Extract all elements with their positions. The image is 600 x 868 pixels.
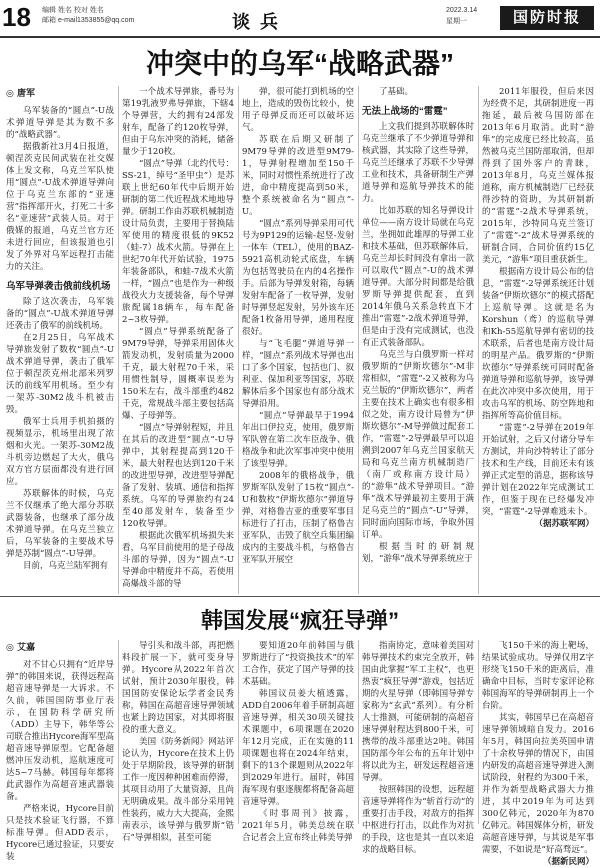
article-column-4: [362, 86, 474, 594]
paragraph: 乌克兰与白俄罗斯一样对俄罗斯的“伊斯坎德尔”-M非常相似，“雷霆”-2又被称为乌克兰版的“伊斯坎德尔”，两者主要在技术上确实也有很多相似之处，南方设计局曾为“伊斯坎德尔”-M导弹做过配套工作，“雷霆”-2导弹最早可以追溯到2007年乌克兰国家航天局和乌克兰南方机械制造厂（南厂或称南方设计局）的“游隼”战术导弹项目。“游隼”战术导弹最初主要用于满足乌克兰的“圆点”-U“导弹，同时面向国际市场，争取外国订单。: [362, 350, 474, 540]
paragraph: “雷霆”-2导弹在2019年开始试射，之后又付诸分导车方测试，并向沙特转让了部分技术和生产线，目前还未有该弹正式定型的消息，据称该导弹计划在2022年完成测试工作，但鉴于现在已经爆发冲突，“雷霆”-2导弹难逃未卜。: [482, 423, 594, 517]
paragraph: 根据当时的研制规划，“游隼”战术导弹系统应于: [362, 542, 474, 564]
column-divider: [118, 640, 119, 824]
editor-info: 编辑 姓名 校对 姓名 邮箱 e-mail1353855@qq.com: [42, 7, 135, 24]
paragraph: 对不甘心只拥有“近岸导弹”的韩国来说，获得远程高超音速导弹是一大诉求。不久前，韩国国防事业厅表示，在国防科学研究所（ADD）主导下，韩华等公司联合推出Hycore海军型高超音速导弹原型。它配备超燃冲压发动机，巡航速度可达5~7马赫。韩国每年都将此武器作为高超音速武器装备。: [6, 660, 114, 802]
column-divider: [238, 640, 239, 824]
paragraph: 指南协定，意味着美国对韩导弹技术约束完全放开，韩国由此掌握“军工主权”，也更热衷“疯狂导弹”游戏，包括近期的火星导弹（即韩国导弹专家称为“玄武”系列）。有分析人士推测，可能研制的高超音速导弹射程达到800千米，可携带的战斗部重达2吨。韩国国防部今年公布的五年计划中将以此为主，研发远程超音速导弹。: [362, 641, 474, 783]
paragraph: 飞150千米的海上靶场，结果试验成功。导弹仅用Z字形绕飞150千米的距离后，准确命中目标，当时专家评论称韩国海军的导弹研制再上一个台阶。: [482, 641, 594, 711]
paragraph: 严格来说，Hycore目前只是技术验证飞行器，不算标准导弹。但ADD表示，Hycore已通过验证，只要安装: [6, 804, 114, 862]
paragraph: 根据南方设计局公布的信息，“雷霆”-2导弹系统还计划装备“伊斯坎德尔”的模式搭配上巡航导弹。这就是名为Korshun（鸢）的巡航导弹和Kh-55巡航导弹有密切的技术联系，后者也是南方设计局的明星产品。俄罗斯的“伊斯坎德尔”导弹系统可同时配备弹道导弹和巡航导弹，该导弹在此次冲突中多次使用，用于攻击乌军的机场、防空阵地和指挥所等高价值目标。: [482, 267, 594, 421]
paragraph: “圆点”导弹系统配备了9M79导弹，导弹采用固体火箭发动机，发射质量为2000千克，最大射程70千米，采用惯性制导，圆概率误差为150米左右，战斗部重约482千克，常规战斗部主要包括高爆、子母弹等。: [122, 327, 234, 421]
column-divider: [478, 86, 479, 594]
paragraph: 其实，韩国早已在高超音速导弹领域暗自发力。2016年5月，韩国向拉美英国申请了十余枚导弹的情况下，由国内研发的高超音速导弹进入测试阶段，射程约为300千米，并作为新型战略武器大力推进，其中2019年为可达到300亿韩元，2020年为870亿韩元。韩国媒体分析，研发高超音速导弹，与其说是军事需要，不如说是“好高骛远”。: [482, 713, 594, 855]
article-column-3: [242, 86, 354, 594]
column-divider: [238, 86, 239, 594]
article2-column-1: [6, 640, 114, 862]
article2-column-2: [122, 640, 234, 843]
article-column-2: [122, 86, 234, 594]
paragraph: 在2月25日，乌军战术导弹旅发射了数枚“圆点”-U战术弹道导弹，袭击了俄军位于顿涅茨克州北部米列罗沃的前线军用机场。至少有一架苏-30M2战斗机被击毁。: [6, 333, 114, 415]
column-divider: [358, 640, 359, 824]
column-divider: [118, 86, 119, 594]
paragraph: 一个战术导弹旅，番号为第19乳液罗弗导弹旅，下辖4个导弹营，大约拥有24部发射车，配备了约120枚导弹，但由于乌东冲突的消耗，储备量少于120枚。: [122, 87, 234, 157]
article-source: （据苏联军网）: [534, 519, 594, 529]
paragraph: 据俄新社3月4日报道，顿涅茨克民间武装在社交媒体上发文称，乌克兰军队使用“圆点”-U战术弹道导弹向位于乌克兰东部的“亚速营”指挥部开火，打死二十多名“亚速营”武装人员。对于俄媒的报道，乌克兰官方还未进行回应，但该报道也引发了外界对乌军远程打击能力的关注。: [6, 142, 114, 272]
paragraph: 除了这次袭击，乌军装备的“圆点”-U战术弹道导弹还袭击了俄军的前线机场。: [6, 297, 114, 331]
paragraph: “圆点”系列导弹采用可代号为9P129的运输-起竖-发射一体车（TEL），使用的BAZ-5921高机动轮式底盘，车辆为包括驾驶员在内的4名操作手。后部为导弹发射箱，每辆发射车配备了一枚导弹，发射时导弹竖起发射，另外该车还配备1枚备用导弹，通用程度很好。: [242, 219, 354, 337]
issue-date: 2022.3.14 星期一: [446, 7, 478, 25]
article-column-1: [6, 86, 114, 594]
paragraph: 目前，乌克兰陆军拥有: [23, 561, 109, 571]
article2-column-5: [482, 640, 594, 867]
page-number: 18: [2, 2, 31, 32]
paragraph: 《时事周刊》披露，2021年5月，韩美总统在联合记者会上宣布终止韩美导弹: [242, 809, 354, 843]
paragraph: 根据此次俄军机场损失来看，乌军目前使用的是子母战斗部的导弹，因为“圆点”-U导弹命中精度并不高，若使用高爆战斗部的导: [122, 531, 234, 589]
paragraph: 苏联在后期又研制了9M79导弹的改进型9M79-1，导弹射程增加至150千米，同时对惯性系统进行了改进，命中精度提高到50米，整个系统被命名为“圆点”-U。: [242, 135, 354, 217]
column-divider: [358, 86, 359, 594]
paragraph: 要知道20年前韩国与俄罗斯进行了“投资换技术”的军工合作，获定了国产导弹的技术基础。: [242, 641, 354, 687]
paragraph: 按照韩国的设想，远程超音速导弹将作为“斩首行动”的重要打击手段，对敌方的指挥中枢进行打击，以此作为对抗的手段，这也是其一直以来追求的战略目标。: [362, 785, 474, 855]
paragraph: 俄军士兵用手机拍摄的视频显示，机场里出现了浓烟和火光。一架苏-30M2战斗机旁边燃起了大火，俄乌双方官方层面都没有进行回应。: [6, 417, 114, 487]
article2-column-4: [362, 640, 474, 855]
article-source: （据新民网）: [542, 857, 594, 867]
paragraph: 弹，很可能打到机场的空地上，造成的毁伤比较小，使用子母弹反而还可以破坏运气。: [242, 87, 354, 133]
paragraph: 苏联解体的时候，乌克兰不仅继承了绝大部分苏联武器装备，也继承了部分战术弹道导弹。在乌克兰独立后，乌军装备的主要战术导弹是苏制“圆点”-U导弹。: [6, 489, 114, 559]
paragraph: “圆点”导弹（北约代号：SS-21，绰号“圣甲虫”）是苏联上世纪60年代中后期开始研制的第二代近程战术地地导弹。研制工作由苏联机械制造设计局负责，主要用于替换陆军使用的精度很低的9K52（蛙-7）战术火箭。导弹在上世纪70年代开始试验，1975年装备部队，和蛙-7战术火箭一样，“圆点”也是作为一种级战役火力支援装备，每个导弹旅配属18辆车，每车配备2~3枚导弹。: [122, 159, 234, 325]
article-column-5: [482, 86, 594, 594]
article-title: 冲突中的乌军“战略武器”: [145, 48, 454, 79]
paragraph: 2008年的俄格战争，俄罗斯军队发射了15枚“圆点”-U和数枚“伊斯坎德尔”弹道导弹，对格鲁吉亚的重要军事目标进行了打击，压制了格鲁吉亚军队，击毁了航空兵集团编成内的主要战斗机，与格鲁吉亚军队开展空: [242, 471, 354, 565]
paragraph: 美国《防务新闻》网站评论认为，Hycore在技术上仍处于早期阶段，该导弹的研制工作一度因种种困难而停滞，其项目动用了大量资源，且尚无明确成果。战斗部分采用钝性装药，威力大大提高，金熙南表示，该导弹与俄罗斯“锆石”导弹相似，甚至可能: [122, 737, 234, 843]
article-title-2: 韩国发展“疯狂导弹”: [200, 608, 399, 633]
paragraph: 乌军装备的“圆点”-U战术弹道导弹是其为数不多的“战略武器”。: [6, 106, 114, 140]
newspaper-logo: 国防时报: [500, 6, 594, 30]
masthead: [0, 0, 600, 38]
paragraph: 了基础。: [379, 87, 414, 97]
author-byline: ◎ 唐军: [6, 89, 35, 99]
article-separator: [0, 596, 600, 597]
paragraph: 上文我们提到苏联解体时乌克兰继承了不少弹道导弹和核武器，其实除了这些导弹，乌克兰还继承了苏联不少导弹工业和技术，具备研制生产弹道导弹和巡航导弹技术的能力。: [362, 122, 474, 204]
author-byline: ◎ 艾嘉: [6, 643, 35, 653]
column-divider: [478, 640, 479, 824]
subheading: 无法上战场的“雷霆”: [362, 106, 448, 117]
paragraph: 韩国议员姜大植透露，ADD自2006年着手研制高超音速导弹，相关30项关键技术课题中，6项课题在2020年12月完成，正在实施的11项课题也将在2024年结束，剩下的13个课题则从2022年到2029年进行。届时，韩国海军现有驱逐舰都将配备高超音速导弹。: [242, 689, 354, 807]
paragraph: 比如苏联的知名导弹设计单位——南方设计局就在乌克兰，坐拥如此雄厚的导弹工业和技术基础，但苏联解体后，乌克兰却长时间没有拿出一款可以取代“圆点”-U的战术弹道导弹。大部分时间都是给俄罗斯导弹提供配套，直到2014年俄乌关系急转直下才推出“雷霆”-2战术弹道导弹，但是由于没有完成测试，也没有正式装备部队。: [362, 206, 474, 348]
paragraph: “圆点”导弹射程短，并且在其后的改进型“圆点”-U导弹中，其射程提高到120千米，最大射程也达到120千米的改进型导弹，改进型导弹配备了发射、装填、通信和指挥系统。乌军的导弹旅约有24至40部发射车，装备至少120枚导弹。: [122, 423, 234, 529]
paragraph: 2011年服役，但后来因为经费不足，其研制进度一再拖延，最后被乌国防部在2013年6月取消。此时“游隼”的完成度已经比较高，虽然被乌克兰国防部取消，但却得到了国外客户的青睐，2013年8月，乌克兰媒体报道称，南方机械制造厂已经获得沙特的资助，为其研制新的“雷霆”-2战术导弹系统，2015年，沙特同乌克兰签订了“雷霆”-2“战术导弹系统的研制合同，合同价值约15亿美元，“游隼”项目重获新生。: [482, 87, 594, 265]
subheading: 乌军导弹袭击俄前线机场: [6, 281, 111, 292]
section-title: 谈兵: [232, 12, 288, 32]
article2-column-3: [242, 640, 354, 843]
paragraph: “圆点”导弹最早于1994年出口伊拉克，使用，俄罗斯军队曾在第二次车臣战争、俄格战争和此次军事冲突中使用了该型导弹。: [242, 411, 354, 469]
paragraph: 与“飞毛腿”弹道导弹一样，“圆点”系列战术导弹也出口了多个国家，包括也门、叙利亚、保加利亚等国家，苏联解体后多个国家也有部分战术导弹沿用。: [242, 339, 354, 409]
paragraph: 导引头和战斗部，再把燃料段扩展一下，就可变身导弹。Hycore从2022年首次试射，预计2030年服役，韩国国防安保论坛学者金民秀称，韩国在高超音速导弹领域也紧上跨边国家，对其即将服役的重大意义。: [122, 641, 234, 735]
